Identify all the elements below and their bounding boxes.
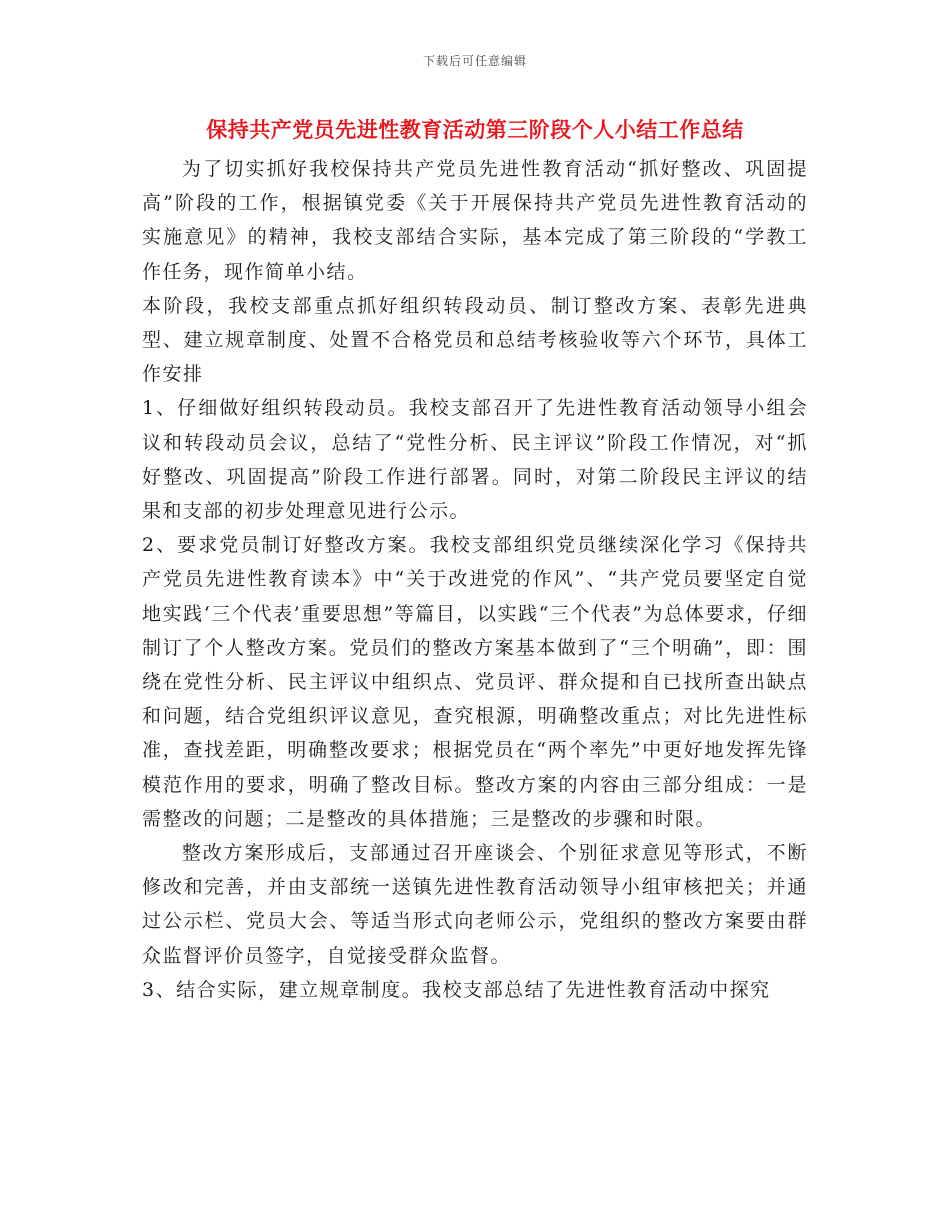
- paragraph-stage-overview: 本阶段，我校支部重点抓好组织转段动员、制订整改方案、表彰先进典型、建立规章制度、处置不合格党员和总结考核验收等六个环节，具体工作安排: [142, 294, 808, 386]
- document-title: 保持共产党员先进性教育活动第三阶段个人小结工作总结: [206, 117, 744, 142]
- paragraph-item-1: 1、仔细做好组织转段动员。我校支部召开了先进性教育活动领导小组会议和转段动员会议，总结了“党性分析、民主评议”阶段工作情况，对“抓好整改、巩固提高”阶段工作进行部署。同时，对第二阶段民主评议的结果和支部的初步处理意见进行公示。: [142, 397, 808, 523]
- paragraph-item-3: 3、结合实际，建立规章制度。我校支部总结了先进性教育活动中探究: [142, 978, 771, 1001]
- paragraph-item-2: 2、要求党员制订好整改方案。我校支部组织党员继续深化学习《保持共产党员先进性教育读本》中“关于改进党的作风”、“共产党员要坚定自觉地实践‘三个代表’重要思想”等篇目，以实践“三个代表”为总体要求，仔细制订了个人整改方案。党员们的整改方案基本做到了“三个明确”，即：围绕在党性分析、民主评议中组织点、党员评、群众提和自已找所查出缺点和问题，结合党组织评议意见，查究根源，明确整改重点；对比先进性标准，查找差距，明确整改要求；根据党员在“两个率先”中更好地发挥先锋模范作用的要求，明确了整改目标。整改方案的内容由三部分组成：一是需整改的问题；二是整改的具体措施；三是整改的步骤和时限。: [142, 534, 808, 830]
- paragraph-review: 整改方案形成后，支部通过召开座谈会、个别征求意见等形式，不断修改和完善，并由支部统一送镇先进性教育活动领导小组审核把关；并通过公示栏、党员大会、等适当形式向老师公示，党组织的整改方案要由群众监督评价员签字，自觉接受群众监督。: [142, 842, 808, 967]
- paragraph-intro: 为了切实抓好我校保持共产党员先进性教育活动“抓好整改、巩固提高”阶段的工作，根据镇党委《关于开展保持共产党员先进性教育活动的实施意见》的精神，我校支部结合实际，基本完成了第三阶段的“学教工作任务，现作简单小结。: [142, 158, 808, 283]
- document-body: [142, 152, 808, 1007]
- header-note: 下载后可任意编辑: [422, 54, 527, 68]
